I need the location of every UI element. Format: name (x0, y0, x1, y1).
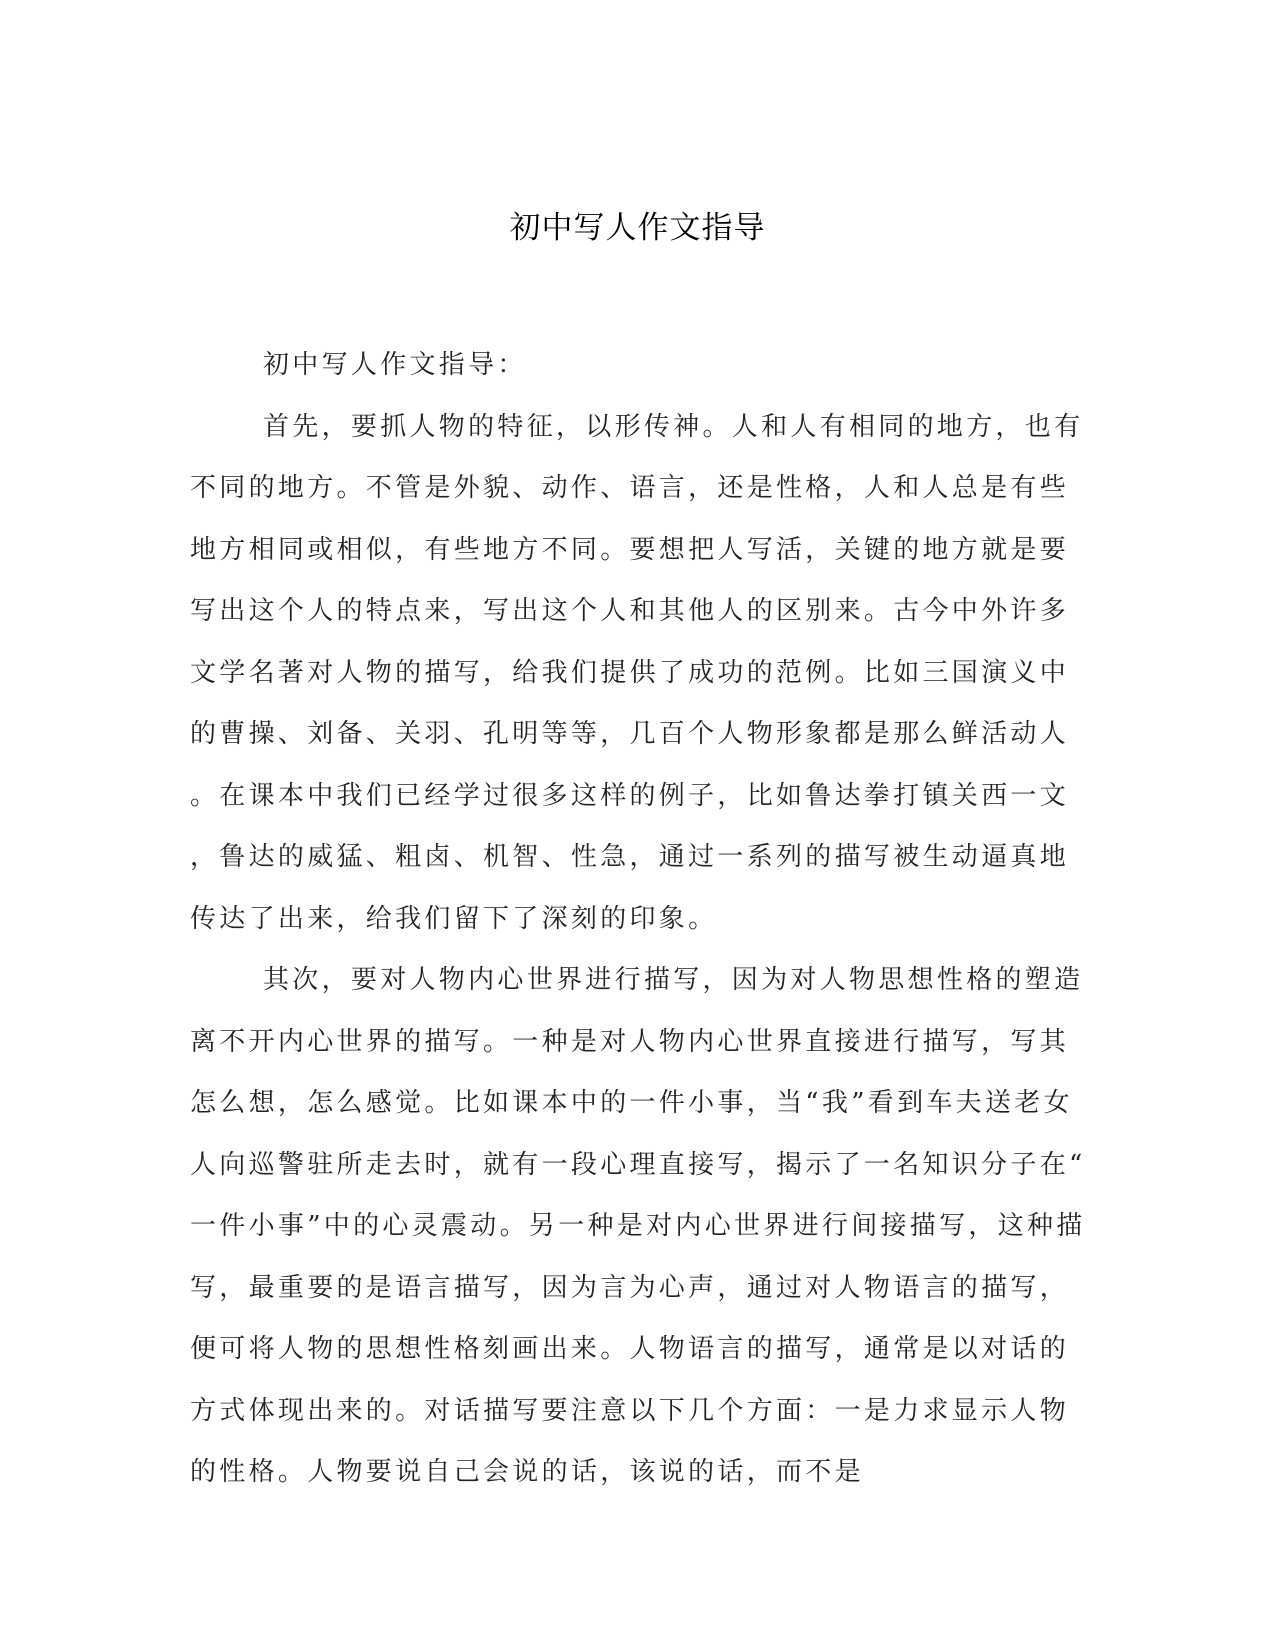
body-line: 的性格。人物要说自己会说的话，该说的话，而不是 (190, 1457, 864, 1487)
body-line: ，鲁达的威猛、粗卤、机智、性急，通过一系列的描写被生动逼真地 (190, 842, 1070, 872)
body-line-para2-start: 其次，要对人物内心世界进行描写，因为对人物思想性格的塑造 (263, 965, 1084, 995)
body-line: 怎么想，怎么感觉。比如课本中的一件小事，当“我”看到车夫送老女 (190, 1088, 1073, 1118)
document-body (190, 335, 1086, 1504)
body-line: 文学名著对人物的描写，给我们提供了成功的范例。比如三国演义中 (190, 657, 1070, 688)
body-line-intro: 初中写人作文指导： (263, 350, 527, 380)
body-line: 离不开内心世界的描写。一种是对人物内心世界直接进行描写，写其 (190, 1026, 1070, 1057)
body-line: 便可将人物的思想性格刻画出来。人物语言的描写，通常是以对话的 (190, 1334, 1070, 1364)
body-line: 人向巡警驻所走去时，就有一段心理直接写，揭示了一名知识分子在“ (190, 1149, 1086, 1180)
document-title: 初中写人作文指导 (509, 210, 766, 246)
body-line: 一件小事”中的心灵震动。另一种是对内心世界进行间接描写，这种描 (190, 1211, 1086, 1241)
body-line-para1-start: 首先，要抓人物的特征，以形传神。人和人有相同的地方，也有 (263, 411, 1084, 442)
body-line: 传达了出来，给我们留下了深刻的印象。 (190, 903, 718, 934)
body-line: 不同的地方。不管是外貌、动作、语言，还是性格，人和人总是有些 (190, 473, 1070, 503)
body-line: 的曹操、刘备、关羽、孔明等等，几百个人物形象都是那么鲜活动人 (190, 719, 1070, 749)
body-line: 。在课本中我们已经学过很多这样的例子，比如鲁达拳打镇关西一文 (190, 780, 1070, 811)
body-line: 方式体现出来的。对话描写要注意以下几个方面：一是力求显示人物 (190, 1395, 1070, 1426)
body-line: 地方相同或相似，有些地方不同。要想把人写活，关键的地方就是要 (190, 534, 1070, 565)
body-line: 写出这个人的特点来，写出这个人和其他人的区别来。古今中外许多 (190, 596, 1070, 626)
body-line: 写，最重要的是语言描写，因为言为心声，通过对人物语言的描写， (190, 1272, 1070, 1303)
